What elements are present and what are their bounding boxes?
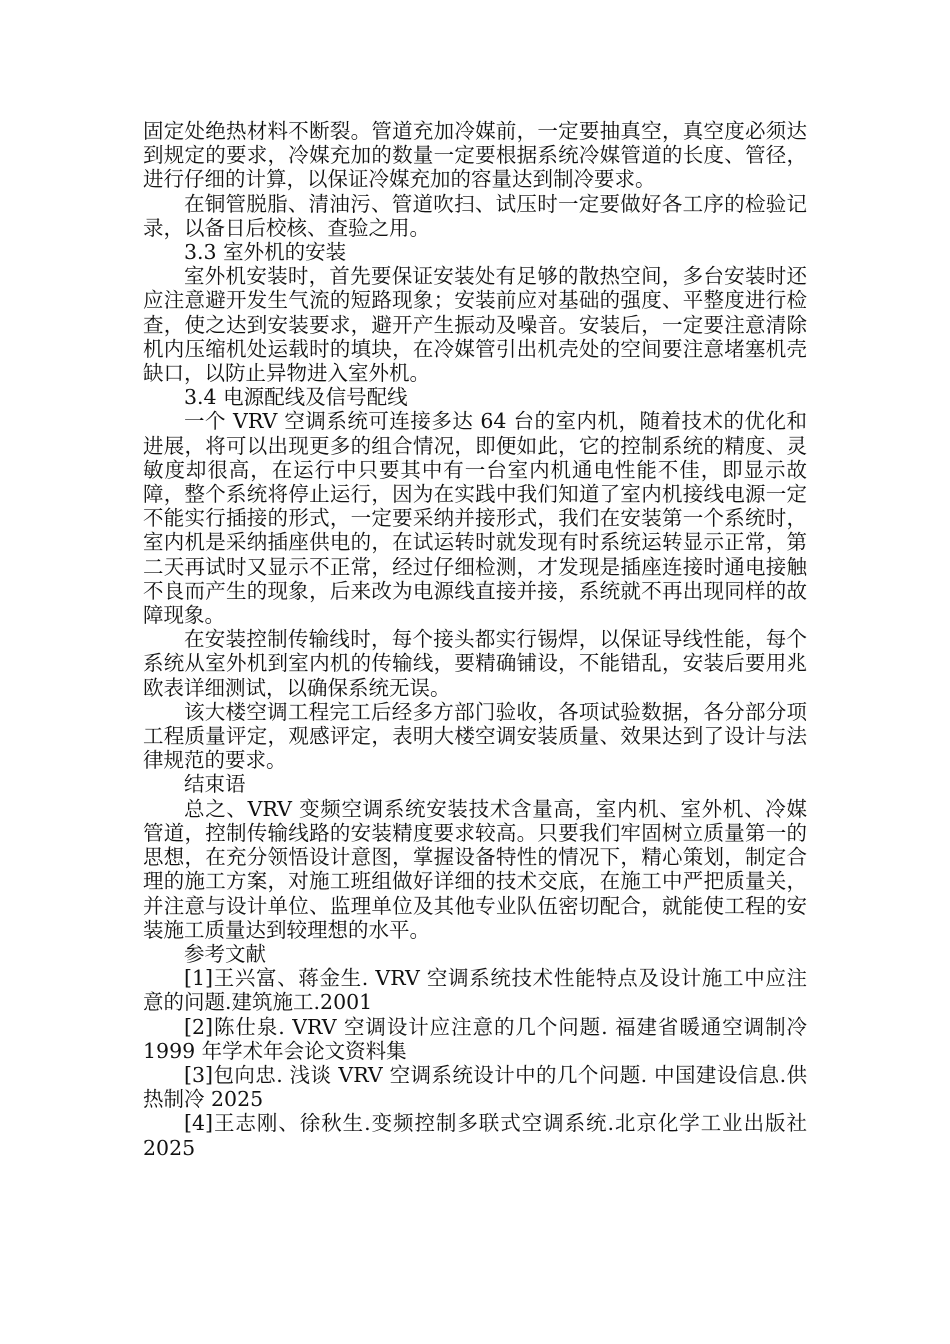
reference-item: [3]包向忠. 浅谈 VRV 空调系统设计中的几个问题. 中国建设信息.供热制冷 2025 xyxy=(143,1062,807,1112)
body-paragraph: 总之、VRV 变频空调系统安装技术含量高，室内机、室外机、冷媒管道，控制传输线路的安装精度要求较高。只要我们牢固树立质量第一的思想，在充分领悟设计意图，掌握设备特性的情况下，精心策划，制定合理的施工方案，对施工班组做好详细的技术交底，在施工中严把质量关，并注意与设计单位、监理单位及其他专业队伍密切配合，就能使工程的安装施工质量达到较理想的水平。 xyxy=(143,796,807,942)
section-heading: 结束语 xyxy=(184,772,246,797)
body-paragraph: 室外机安装时，首先要保证安装处有足够的散热空间，多台安装时还应注意避开发生气流的短路现象；安装前应对基础的强度、平整度进行检查，使之达到安装要求，避开产生振动及噪音。安装后，一定要注意清除机内压缩机处运载时的填块，在冷媒管引出机壳处的空间要注意堵塞机壳缺口，以防止异物进入室外机。 xyxy=(143,264,807,386)
reference-item: [4]王志刚、徐秋生.变频控制多联式空调系统.北京化学工业出版社 2025 xyxy=(143,1111,807,1160)
body-paragraph: 一个 VRV 空调系统可连接多达 64 台的室内机，随着技术的优化和进展，将可以出现更多的组合情况，即便如此，它的控制系统的精度、灵敏度却很高，在运行中只要其中有一台室内机通电性能不佳，即显示故障，整个系统将停止运行，因为在实践中我们知道了室内机接线电源一定不能实行插接的形式，一定要采纳并接形式，我们在安装第一个系统时，室内机是采纳插座供电的，在试运转时就发现有时系统运转显示正常，第二天再试时又显示不正常，经过仔细检测，才发现是插座连接时通电接触不良而产生的现象，后来改为电源线直接并接，系统就不再出现同样的故障现象。 xyxy=(143,409,807,628)
reference-item: [2]陈仕泉. VRV 空调设计应注意的几个问题. 福建省暖通空调制冷 1999 年学术年会论文资料集 xyxy=(143,1014,807,1063)
references-heading: 参考文献 xyxy=(184,941,266,966)
body-paragraph: 在铜管脱脂、清油污、管道吹扫、试压时一定要做好各工序的检验记录，以备日后校核、查验之用。 xyxy=(143,191,807,240)
body-paragraph: 固定处绝热材料不断裂。管道充加冷媒前，一定要抽真空，真空度必须达到规定的要求，冷媒充加的数量一定要根据系统冷媒管道的长度、管径，进行仔细的计算，以保证冷媒充加的容量达到制冷要求。 xyxy=(143,119,807,192)
section-heading: 3.3 室外机的安装 xyxy=(184,240,347,265)
section-heading: 3.4 电源配线及信号配线 xyxy=(184,385,408,410)
body-paragraph: 该大楼空调工程完工后经多方部门验收，各项试验数据，各分部分项工程质量评定，观感评定，表明大楼空调安装质量、效果达到了设计与法律规范的要求。 xyxy=(143,699,807,773)
document-page xyxy=(143,119,807,1160)
body-paragraph: 在安装控制传输线时，每个接头都实行锡焊，以保证导线性能，每个系统从室外机到室内机的传输线，要精确铺设，不能错乱，安装后要用兆欧表详细测试，以确保系统无误。 xyxy=(143,627,807,700)
reference-item: [1]王兴富、蒋金生. VRV 空调系统技术性能特点及设计施工中应注意的问题.建筑施工.2001 xyxy=(143,966,807,1015)
